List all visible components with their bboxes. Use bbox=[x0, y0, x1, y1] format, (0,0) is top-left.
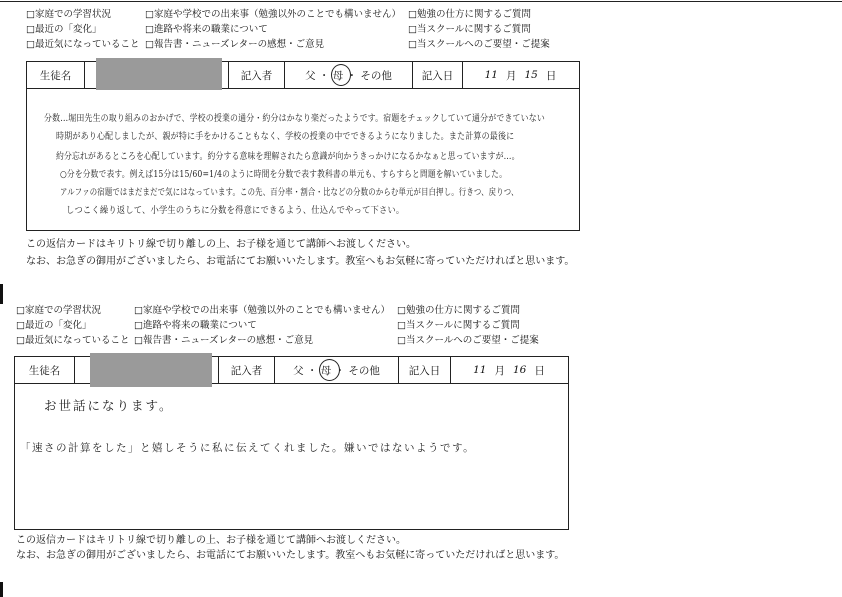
comment-line: 「速さの計算をした」と嬉しそうに私に伝えてくれました。嫌いではないようです。 bbox=[20, 442, 476, 454]
checkbox-item[interactable]: □進路や将来の職業について bbox=[145, 24, 268, 35]
comment-line: 約分忘れがあるところを心配しています。約分する意味を理解されたら意識が向かうきっかけになるかなぁと思っていますが…。 bbox=[56, 152, 520, 162]
student-name-label: 生徒名 bbox=[39, 69, 72, 82]
recorder-selection-circle bbox=[319, 359, 340, 381]
checkbox-item[interactable]: □最近気になっていること bbox=[16, 335, 130, 346]
checkbox-item[interactable]: □家庭や学校での出来事（勉強以外のことでも構いません） bbox=[145, 9, 401, 20]
cut-mark bbox=[0, 284, 3, 304]
footer-note: この返信カードはキリトリ線で切り離しの上、お子様を通じて講師へお渡しください。 bbox=[26, 239, 416, 250]
comment-line: 時期があり心配しましたが、親が特に手をかけることもなく、学校の授業の中でできるようになりました。また計算の最後に bbox=[56, 132, 515, 142]
date-month: 11 bbox=[473, 364, 487, 376]
checkbox-item[interactable]: □当スクールへのご要望・ご提案 bbox=[408, 39, 550, 50]
checkbox-item[interactable]: □勉強の仕方に関するご質問 bbox=[397, 305, 520, 316]
date-value bbox=[451, 357, 567, 383]
checkbox-item[interactable]: □勉強の仕方に関するご質問 bbox=[408, 9, 531, 20]
comment-line: アルファの宿題ではまだまだで気にはなっています。この先、百分率・割合・比などの分数のからむ単元が目白押し。行きつ、戻りつ、 bbox=[60, 188, 519, 198]
cell-divider bbox=[84, 61, 85, 88]
date-day: 16 bbox=[513, 364, 527, 376]
recorder-options: 父 ・ 母 ・ その他 bbox=[305, 69, 392, 82]
comment-line: ○分を分数で表す。例えば15分は15/60=1/4のように時間を分数で表す教科書の単元も、すらすらと問題を解いていました。 bbox=[60, 170, 507, 180]
checkbox-item[interactable]: □進路や将来の職業について bbox=[134, 320, 257, 331]
checkbox-item[interactable]: □家庭での学習状況 bbox=[26, 9, 111, 20]
checkbox-item[interactable]: □報告書・ニューズレターの感想・ご意見 bbox=[145, 39, 325, 50]
date-month: 11 bbox=[484, 69, 498, 81]
student-name-label: 生徒名 bbox=[28, 364, 61, 377]
month-label: 月 bbox=[494, 364, 505, 377]
date-label: 記入日 bbox=[408, 364, 441, 377]
redacted-student-name bbox=[96, 58, 222, 90]
footer-note: なお、お急ぎの御用がございましたら、お電話にてお願いいたします。教室へもお気軽に寄っていただければと思います。 bbox=[16, 550, 565, 561]
checkbox-item[interactable]: □最近気になっていること bbox=[26, 39, 140, 50]
cut-mark bbox=[0, 582, 3, 597]
comment-line: お世話になります。 bbox=[44, 398, 174, 413]
month-label: 月 bbox=[506, 69, 517, 82]
cell-divider bbox=[74, 356, 75, 383]
cut-line-top bbox=[0, 1, 842, 2]
checkbox-item[interactable]: □当スクールに関するご質問 bbox=[397, 320, 520, 331]
recorder-label: 記入者 bbox=[240, 69, 273, 82]
date-value bbox=[463, 62, 578, 88]
recorder-label: 記入者 bbox=[230, 364, 263, 377]
day-label: 日 bbox=[534, 364, 545, 377]
footer-note: なお、お急ぎの御用がございましたら、お電話にてお願いいたします。教室へもお気軽に寄っていただければと思います。 bbox=[26, 256, 575, 267]
checkbox-item[interactable]: □報告書・ニューズレターの感想・ご意見 bbox=[134, 335, 314, 346]
date-day: 15 bbox=[524, 69, 538, 81]
checkbox-item[interactable]: □家庭や学校での出来事（勉強以外のことでも構いません） bbox=[134, 305, 390, 316]
checkbox-item[interactable]: □最近の「変化」 bbox=[16, 320, 92, 331]
comment-line: しつこく繰り返して、小学生のうちに分数を得意にできるよう、仕込んでやって下さい。 bbox=[66, 206, 405, 216]
checkbox-item[interactable]: □最近の「変化」 bbox=[26, 24, 102, 35]
date-label: 記入日 bbox=[421, 69, 454, 82]
recorder-selection-circle bbox=[331, 64, 351, 86]
footer-note: この返信カードはキリトリ線で切り離しの上、お子様を通じて講師へお渡しください。 bbox=[16, 535, 406, 546]
redacted-student-name bbox=[90, 353, 212, 387]
checkbox-item[interactable]: □当スクールへのご要望・ご提案 bbox=[397, 335, 539, 346]
checkbox-item[interactable]: □当スクールに関するご質問 bbox=[408, 24, 531, 35]
recorder-options: 父 ・ 母 ・ その他 bbox=[293, 364, 380, 377]
day-label: 日 bbox=[545, 69, 557, 82]
checkbox-item[interactable]: □家庭での学習状況 bbox=[16, 305, 101, 316]
comment-line: 分数…堀田先生の取り組みのおかげで、学校の授業の通分・約分はかなり楽だったようです。宿題をチェックしていて通分ができていない bbox=[44, 114, 545, 124]
